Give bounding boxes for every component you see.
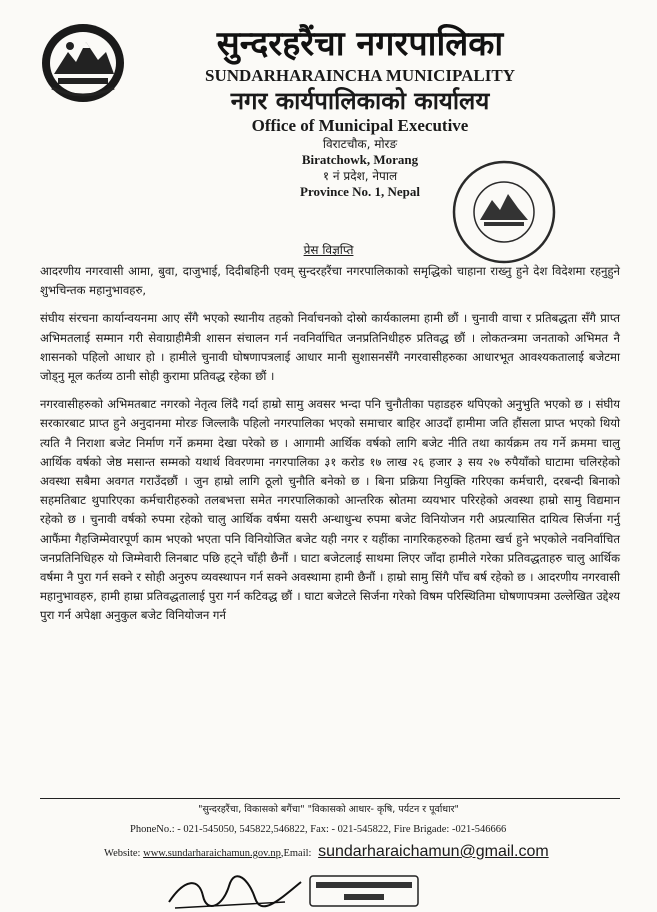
body-paragraph: नगरवासीहरुको अभिमतबाट नगरको नेतृत्व लिंदै गर्दा हाम्रो सामु अवसर भन्दा पनि चुनौतीका पहाडहरु थपिएको अनुभुति भएको छ । संघीय सरकारबाट प्राप्त हुने अनुदानमा मोरङ जिल्लाकै पहिलो नगरपालिका भएको समाचार बाहिर आउदाँ हामीमा जति हौंसला प्राप्त भएको थियो त्यति नै निराशा बजेट निर्माण गर्ने क्रममा देखा परेको छ । आगामी आर्थिक वर्षको लागि बजेट नीति तथा कार्यक्रम तय गर्ने क्रममा चालु आर्थिक वर्षको जेष्ठ मसान्त सम्मको यथार्थ विवरणमा नगरपालिका ३१ करोड १७ लाख २६ हजार ३ सय २७ रुपैयाँको घाटामा चलिरहेको अवस्था सबैमा अवगत गराउँदछौं । जुन हाम्रो लागि ठूलो चुनौति बनेको छ । बिना प्रक्रिया नियुक्ति गरिएका कर्मचारी, दरबन्दी बिनाको सहमतिबाट थुपारिएका कर्मचारीहरुको तलबभत्ता समेत नगरपालिकाको आन्तरिक स्रोतमा व्ययभार परिरहेको अवस्था हाम्रो सामु विद्यमान रहेको छ । चुनावी वर्षको रुपमा रहेको चालु आर्थिक वर्षमा यसरी अन्धाधुन्ध रुपमा बजेट विनियोजन गरी अप्रत्यासित दायित्व सिर्जना गर्नु आफैंमा गैहजिम्मेवारपूर्ण काम भएको भएता पनि विनियोजित बजेट यही नगर र यहींका नागरिकहरुको हितमा खर्च हुने भएकोले नवनिर्वाचित जनप्रतिनिधिहरु यो जिम्मेवारी लिनबाट पछि हट्ने चाँही छैनौं । घाटा बजेटलाई साथमा लिएर जाँदा हामीले गरेका प्रतिवद्धताहरु चालु आर्थिक वर्षमा नै पुरा गर्न सक्ने र सोही अनुरुप व्यवस्थापन गर्न सक्ने अवस्थामा हामी छैनौं । हाम्रो सामु सिंगै पाँच बर्ष रहेको छ । आदरणीय नगरवासी महानुभावहरु, हामी हाम्रा प्रतिवद्धतालाई पुरा गर्न कटिवद्ध छौं । घाटा बजेटले सिर्जना गरेको विषम परिस्थितिमा घोषणापत्रमा उल्लेखित उद्देश्य पुरा गर्न अपेक्षा अनुकुल बजेट विनियोजन गर्न xyxy=(40,397,620,623)
province-english: Province No. 1, Nepal xyxy=(300,184,420,199)
handwritten-signature xyxy=(165,872,305,912)
salutation-paragraph: आदरणीय नगरवासी आमा, बुवा, दाजुभाई, दिदीबहिनी एवम् सुन्दरहरैंचा नगरपालिकाको समृद्धिको चाहाना राख्नु हुने देश विदेशमा रहनुहुने शुभचिन्तक महानुभावहरु, xyxy=(40,264,620,298)
website-link[interactable]: www.sundarharaichamun.gov.np xyxy=(143,848,281,859)
office-name-nepali: नगर कार्यपालिकाको कार्यालय xyxy=(230,87,490,115)
email-link[interactable]: sundarharaichamun@gmail.com xyxy=(318,843,549,860)
footer-contact xyxy=(104,843,549,861)
body-paragraph: संघीय संरचना कार्यान्वयनमा आए सँगै भएको स्थानीय तहको निर्वाचनको दोस्रो कार्यकालमा हामी छौं । चुनावी वाचा र प्रतिबद्धता सँगै प्राप्त अभिमतलाई सम्मान गरी सेवाग्राहीमैत्री शासन संचालन गर्न नवनिर्वाचित जनप्रतिनिधीहरु प्रतिवद्ध छौं । लोकतन्त्रमा जनताको अभिमत नै शासनको पहिलो आधार हो । हामीले चुनावी घोषणापत्रलाई आधार मानी सुशासनसँगै नगरवासीहरुका आधारभूत आवश्यकतालाई बजेटमा जोड्नु मूल कर्तव्य ठानी सोही कुरामा प्रतिवद्ध रहेका छौं । xyxy=(40,311,620,384)
email-label: ,Email: xyxy=(280,848,312,859)
municipality-name-nepali: सुन्दरहरैंचा नगरपालिका xyxy=(216,24,504,64)
letter-body xyxy=(40,262,620,635)
footer-slogan: "सुन्दरहरैंचा, विकासको बगैंचा" "विकासको आधार- कृषि, पर्यटन र पूर्वाधार" xyxy=(198,804,459,815)
place-english: Biratchowk, Morang xyxy=(301,152,419,167)
letterhead xyxy=(0,0,657,250)
website-label: Website: xyxy=(104,848,141,859)
footer-phone: PhoneNo.: - 021-545050, 545822,546822, Fax: - 021-545822, Fire Brigade: -021-546666 xyxy=(130,824,507,835)
province-nepali: १ नं प्रदेश, नेपाल xyxy=(322,169,398,183)
municipality-emblem-icon xyxy=(40,22,126,104)
press-release-title: प्रेस विज्ञप्ति xyxy=(303,243,354,257)
place-nepali: विराटचौक, मोरङ xyxy=(322,137,398,151)
spokesperson-stamp xyxy=(308,874,420,908)
office-name-english: Office of Municipal Executive xyxy=(251,116,469,135)
footer-divider xyxy=(40,798,620,799)
municipality-name-english: SUNDARHARAINCHA MUNICIPALITY xyxy=(205,66,515,85)
